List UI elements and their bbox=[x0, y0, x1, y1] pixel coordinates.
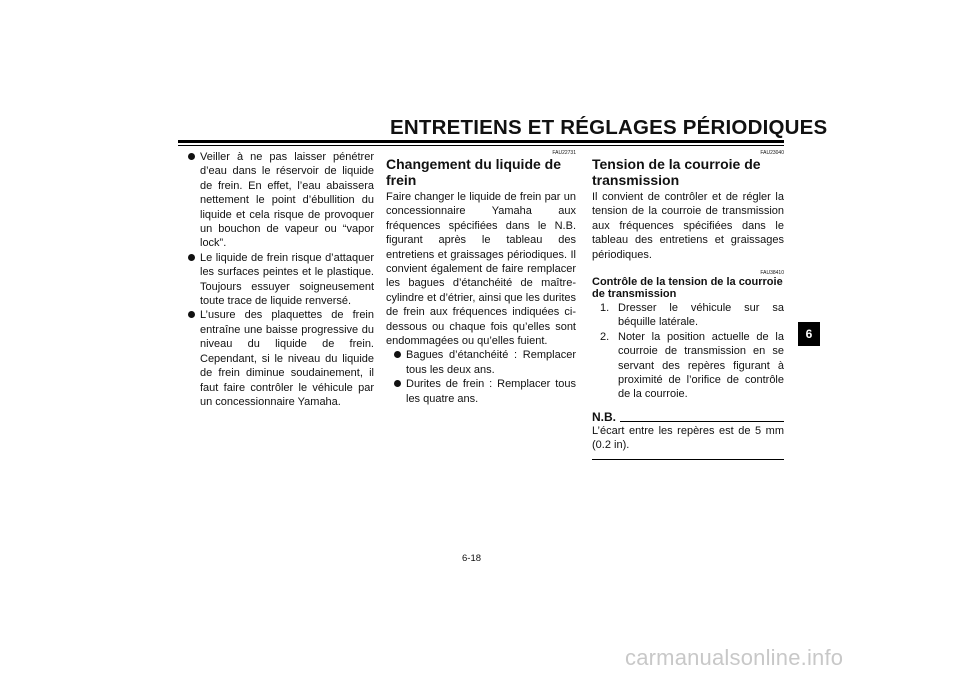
section-body: Il convient de contrôler et de régler la tension de la courroie de transmission aux fréquences spécifiées dans le tableau des entretiens et graissages périodiques. bbox=[592, 191, 784, 261]
bullet-dot-icon bbox=[188, 254, 195, 261]
note-label: N.B. bbox=[592, 409, 616, 424]
section-heading: Tension de la courroie de transmission bbox=[592, 156, 761, 188]
bullet-item: Veiller à ne pas laisser pénétrer d’eau dans le réservoir de liquide de frein. En effet, l’eau abaissera nettement le point d’ébullition du liquide et cela risque de provoquer un bouchon de vapeur ou “vapor lock”. bbox=[188, 150, 374, 251]
bullet-item: L’usure des plaquettes de frein entraîne une baisse progressive du niveau du liquide de frein. Cependant, si le niveau du liquide de frein diminue soudainement, il faut faire contrôler le véhicule par un concessionnaire Yamaha. bbox=[188, 308, 374, 409]
bullet-item: Durites de frein : Remplacer tous les quatre ans. bbox=[394, 377, 576, 406]
reference-code: FAU23040 bbox=[760, 150, 784, 156]
section-heading: Changement du liquide de frein bbox=[386, 156, 562, 188]
page-title: ENTRETIENS ET RÉGLAGES PÉRIODIQUES bbox=[390, 116, 828, 139]
header-rule-thick bbox=[178, 140, 784, 143]
bullet-item: Le liquide de frein risque d’attaquer les surfaces peintes et le plastique. Toujours essuyer soigneusement toute trace de liquide renversé. bbox=[188, 251, 374, 309]
watermark: carmanualsonline.info bbox=[625, 645, 844, 670]
subsection-heading: Contrôle de la tension de la courroie de transmission bbox=[592, 276, 783, 301]
note-text: L’écart entre les repères est de 5 mm (0.2 in). bbox=[592, 424, 784, 452]
bullet-dot-icon bbox=[188, 311, 195, 318]
page-number: 6-18 bbox=[462, 553, 482, 564]
section-body: Faire changer le liquide de frein par un concessionnaire Yamaha aux fréquences spécifiées dans le N.B. figurant après le tableau des entretiens et graissages périodiques. Il convient également de faire remplacer les bagues d’étanchéité de maître-cylindre et d’étrier, ainsi que les durites de frein aux fréquences indiquées ci-dessous ou chaque fois qu’elles sont endommagées ou qu’elles fuient. bbox=[386, 191, 576, 348]
note-rule bbox=[620, 421, 784, 422]
column-left bbox=[188, 150, 374, 409]
column-right bbox=[592, 150, 784, 460]
header-rule-thin bbox=[178, 145, 784, 146]
step-item: 2. Noter la position actuelle de la courroie de transmission en se servant des repères figurant à proximité de l’orifice de contrôle de la courroie. bbox=[600, 330, 784, 401]
step-item: 1. Dresser le véhicule sur sa béquille latérale. bbox=[600, 302, 784, 329]
bullet-item: Bagues d’étanchéité : Remplacer tous les deux ans. bbox=[394, 348, 576, 377]
reference-code: FAU22731 bbox=[552, 150, 576, 156]
bullet-dot-icon bbox=[394, 380, 401, 387]
note-bottom-rule bbox=[592, 459, 784, 460]
chapter-tab: 6 bbox=[798, 322, 820, 346]
column-middle bbox=[386, 150, 576, 406]
reference-code: FAU38410 bbox=[760, 270, 784, 277]
bullet-dot-icon bbox=[188, 153, 195, 160]
note-header bbox=[592, 410, 784, 424]
bullet-dot-icon bbox=[394, 351, 401, 358]
